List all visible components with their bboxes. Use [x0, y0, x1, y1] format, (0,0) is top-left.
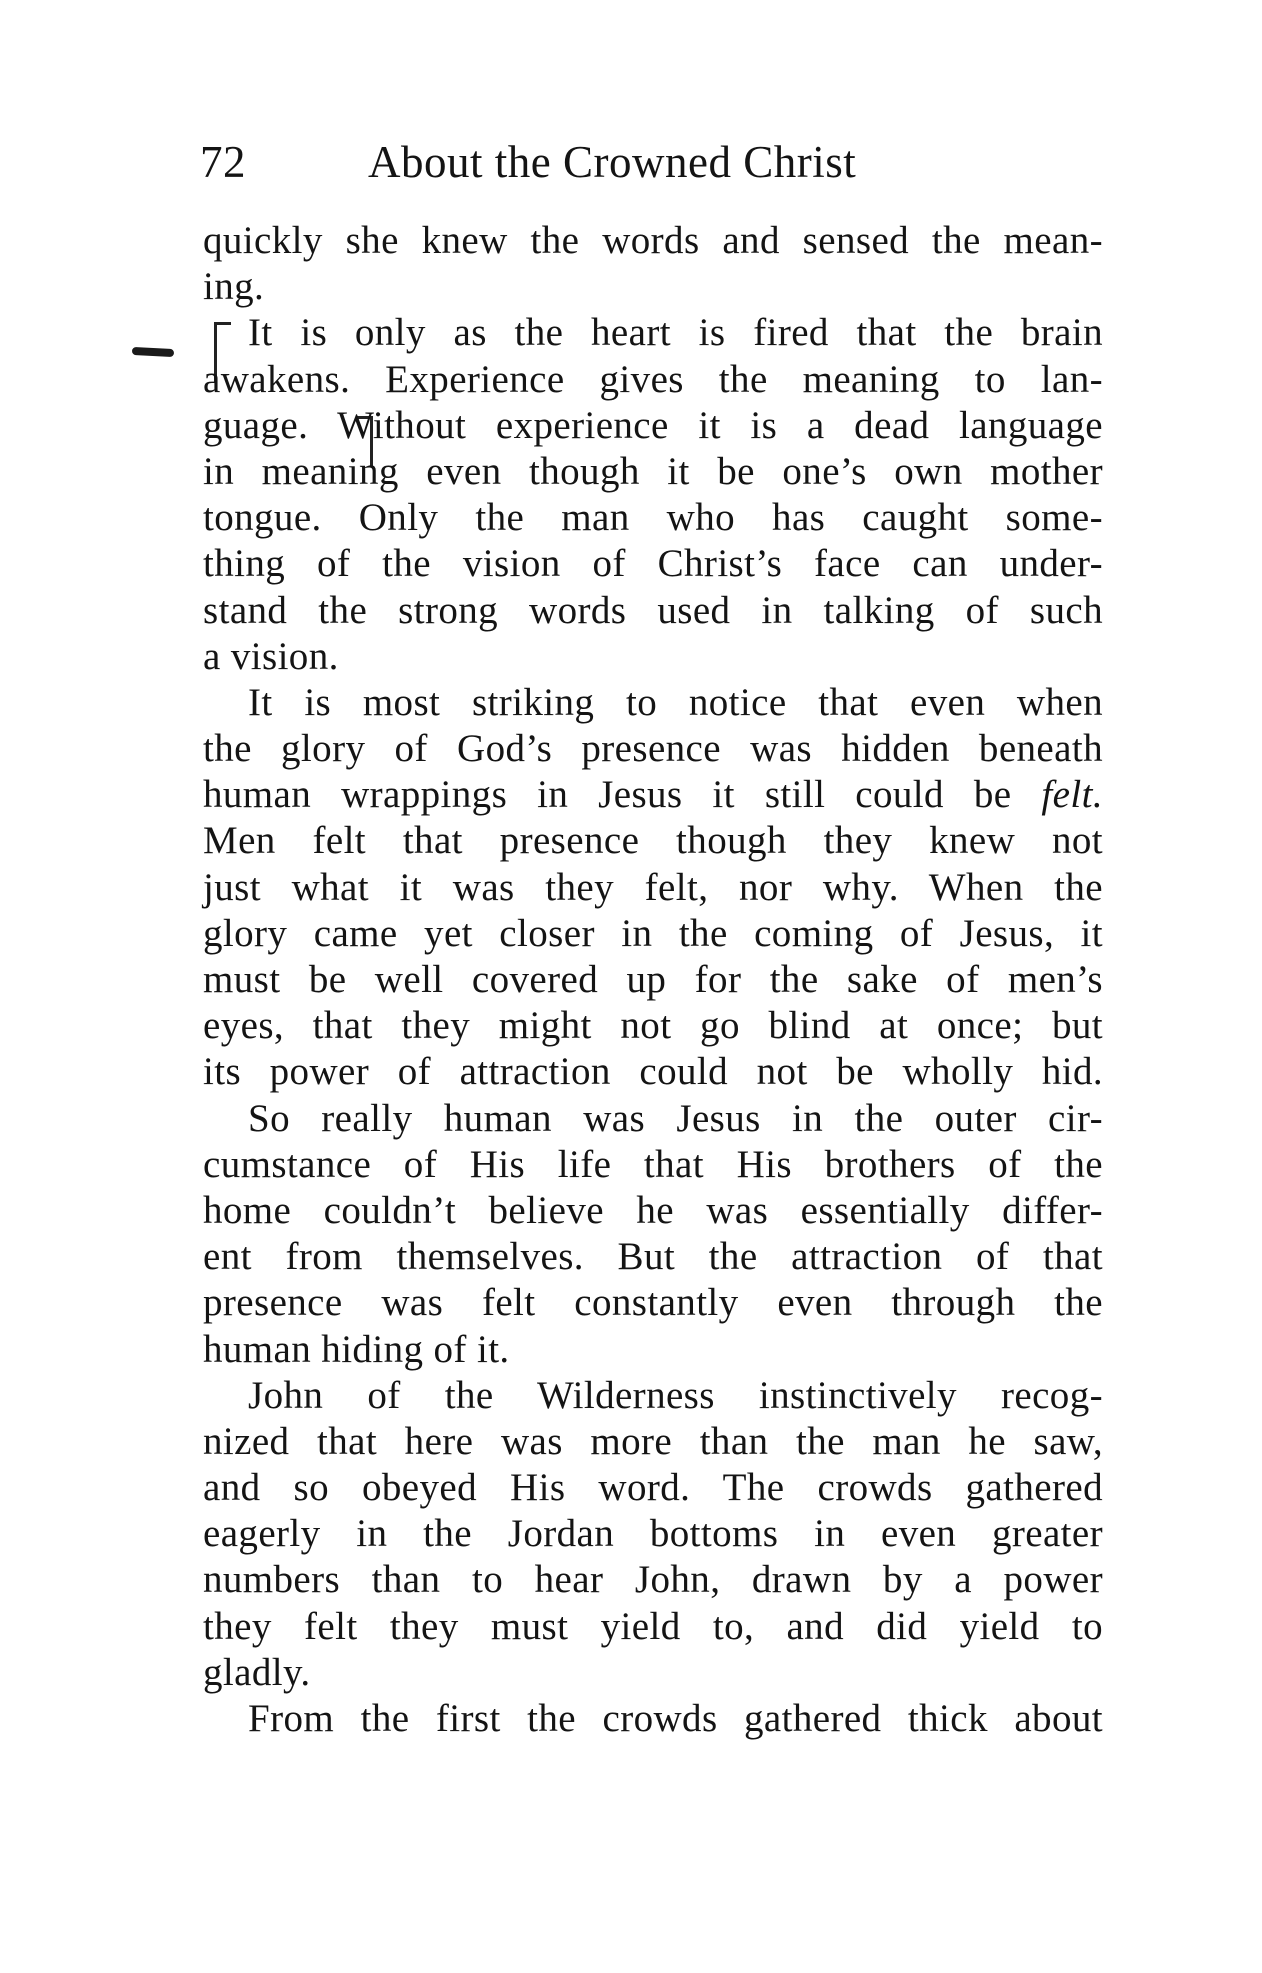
text-line	[203, 634, 1103, 680]
text-line	[203, 772, 1103, 818]
text-line-content: human wrappings in Jesus it still could be	[203, 773, 1042, 817]
text-line-content: numbers than to hear John, drawn by a power	[203, 1558, 1103, 1602]
text-line-content: eagerly in the Jordan bottoms in even greater	[203, 1512, 1103, 1556]
text-line	[203, 1327, 1103, 1373]
text-line-content: glory came yet closer in the coming of Jesus, it	[203, 911, 1103, 955]
text-line-content: a vision.	[203, 634, 339, 678]
text-line-content: guage. Without experience it is a dead language	[203, 403, 1103, 447]
italic-word: felt.	[1041, 773, 1103, 817]
text-line	[203, 357, 1103, 403]
page-number: 72	[200, 137, 246, 187]
text-line	[203, 1465, 1103, 1511]
text-line	[203, 310, 1103, 356]
text-line-content: awakens. Experience gives the meaning to lan-	[203, 357, 1103, 401]
text-line-content: From the first the crowds gathered thick about	[248, 1697, 1103, 1740]
text-line	[203, 495, 1103, 541]
text-line-content: It is only as the heart is fired that the brain	[248, 311, 1103, 355]
text-line	[203, 818, 1103, 864]
text-line	[203, 1696, 1103, 1742]
text-line	[203, 264, 1103, 310]
text-line-content: gladly.	[203, 1650, 311, 1694]
text-line-content: the glory of God’s presence was hidden beneath	[203, 727, 1103, 771]
text-line-content: nized that here was more than the man he saw,	[203, 1419, 1103, 1463]
text-line	[203, 1650, 1103, 1696]
text-line-content: Men felt that presence though they knew not	[203, 819, 1103, 863]
text-line	[203, 1419, 1103, 1465]
text-line	[203, 1234, 1103, 1280]
text-line	[203, 403, 1103, 449]
text-line	[203, 1511, 1103, 1557]
running-head	[200, 130, 1100, 194]
text-line-content: its power of attraction could not be wholly hid.	[203, 1050, 1103, 1094]
text-line-content: So really human was Jesus in the outer cir-	[248, 1096, 1103, 1140]
text-line-content: in meaning even though it be one’s own mother	[203, 449, 1103, 493]
text-line	[203, 1373, 1103, 1419]
text-line	[203, 1557, 1103, 1603]
text-line	[203, 957, 1103, 1003]
text-line	[203, 218, 1103, 264]
text-line-content: tongue. Only the man who has caught some-	[203, 496, 1103, 540]
body-text	[203, 218, 1103, 1742]
text-line	[203, 726, 1103, 772]
text-line-content: thing of the vision of Christ’s face can under-	[203, 542, 1103, 586]
margin-dash-mark	[132, 347, 174, 357]
text-line	[203, 541, 1103, 587]
text-line-content: human hiding of it.	[203, 1327, 510, 1371]
text-line	[203, 911, 1103, 957]
text-line-content: ing.	[203, 265, 265, 309]
text-line-content: quickly she knew the words and sensed the mean-	[203, 219, 1103, 262]
text-line	[203, 1003, 1103, 1049]
text-line	[203, 1142, 1103, 1188]
text-line	[203, 1280, 1103, 1326]
text-line	[203, 588, 1103, 634]
text-line	[203, 1604, 1103, 1650]
text-line-content: and so obeyed His word. The crowds gathered	[203, 1466, 1103, 1510]
text-line	[203, 865, 1103, 911]
text-line	[203, 1188, 1103, 1234]
text-line-content: just what it was they felt, nor why. When the	[203, 865, 1103, 909]
text-line-content: stand the strong words used in talking of such	[203, 588, 1103, 632]
text-line-content: must be well covered up for the sake of men’s	[203, 958, 1103, 1001]
text-line-content: they felt they must yield to, and did yield to	[203, 1604, 1103, 1648]
text-line-content: cumstance of His life that His brothers of the	[203, 1142, 1103, 1186]
text-line	[203, 449, 1103, 495]
text-line-content: It is most striking to notice that even when	[248, 680, 1103, 724]
text-line-content: John of the Wilderness instinctively recog-	[248, 1373, 1103, 1417]
text-line-content: ent from themselves. But the attraction of that	[203, 1235, 1103, 1279]
text-line	[203, 680, 1103, 726]
text-line-content: presence was felt constantly even through the	[203, 1281, 1103, 1325]
text-line	[203, 1096, 1103, 1142]
text-line-content: eyes, that they might not go blind at once; but	[203, 1004, 1103, 1048]
running-title: About the Crowned Christ	[368, 137, 857, 187]
text-line	[203, 1049, 1103, 1095]
text-line-content: home couldn’t believe he was essentially differ-	[203, 1188, 1103, 1232]
